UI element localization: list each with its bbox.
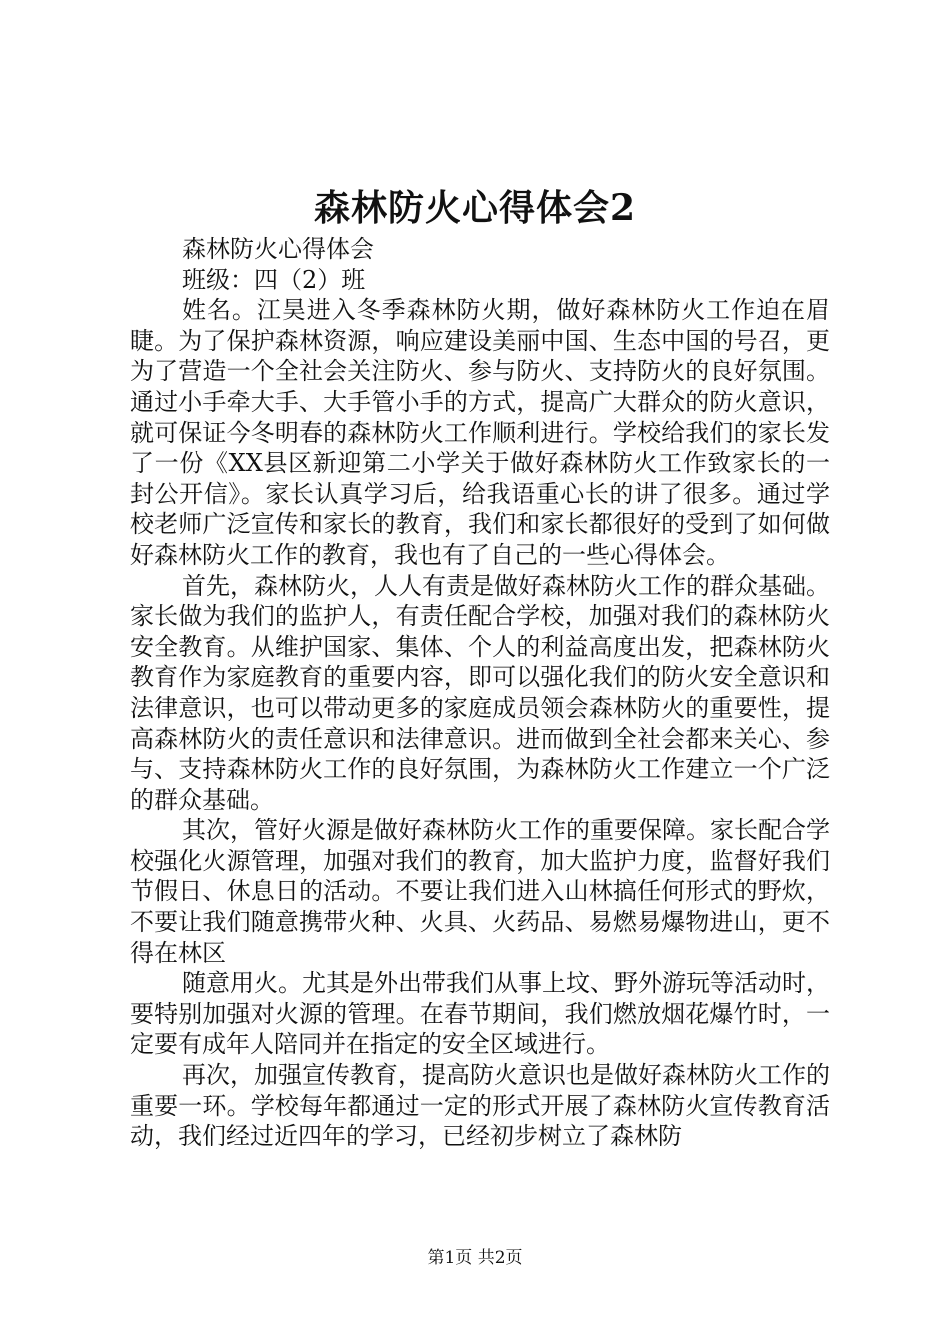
- paragraph-second: 其次，管好火源是做好森林防火工作的重要保障。家长配合学校强化火源管理，加强对我们的教育，加大监护力度，监督好我们节假日、休息日的活动。不要让我们进入山林搞任何形式的野炊，不要让我们随意携带火种、火具、火药品、易燃易爆物进山，更不得在林区: [130, 816, 830, 967]
- document-body: [130, 234, 830, 1152]
- paragraph-first: 首先，森林防火，人人有责是做好森林防火工作的群众基础。家长做为我们的监护人，有责任配合学校，加强对我们的森林防火安全教育。从维护国家、集体、个人的利益高度出发，把森林防火教育作为家庭教育的重要内容，即可以强化我们的防火安全意识和法律意识，也可以带动更多的家庭成员领会森林防火的重要性，提高森林防火的责任意识和法律意识。进而做到全社会都来关心、参与、支持森林防火工作的良好氛围，为森林防火工作建立一个广泛的群众基础。: [130, 571, 830, 814]
- paragraph-heading: 森林防火心得体会: [182, 235, 374, 263]
- page-number: 第1页 共2页: [427, 1248, 523, 1268]
- paragraph-intro: 姓名。江昊进入冬季森林防火期，做好森林防火工作迫在眉睫。为了保护森林资源，响应建设美丽中国、生态中国的号召，更为了营造一个全社会关注防火、参与防火、支持防火的良好氛围。通过小手牵大手、大手管小手的方式，提高广大群众的防火意识，就可保证今冬明春的森林防火工作顺利进行。学校给我们的家长发了一份《XX县区新迎第二小学关于做好森林防火工作致家长的一封公开信》。家长认真学习后，给我语重心长的讲了很多。通过学校老师广泛宣传和家长的教育，我们和家长都很好的受到了如何做好森林防火工作的教育，我也有了自己的一些心得体会。: [130, 296, 830, 569]
- paragraph-third: 再次，加强宣传教育，提高防火意识也是做好森林防火工作的重要一环。学校每年都通过一定的形式开展了森林防火宣传教育活动，我们经过近四年的学习，已经初步树立了森林防: [130, 1061, 830, 1151]
- document-title: 森林防火心得体会2: [313, 187, 637, 229]
- paragraph-class: 班级：四（2）班: [182, 265, 366, 294]
- paragraph-second-continued: 随意用火。尤其是外出带我们从事上坟、野外游玩等活动时，要特别加强对火源的管理。在春节期间，我们燃放烟花爆竹时，一定要有成年人陪同并在指定的安全区域进行。: [130, 969, 830, 1059]
